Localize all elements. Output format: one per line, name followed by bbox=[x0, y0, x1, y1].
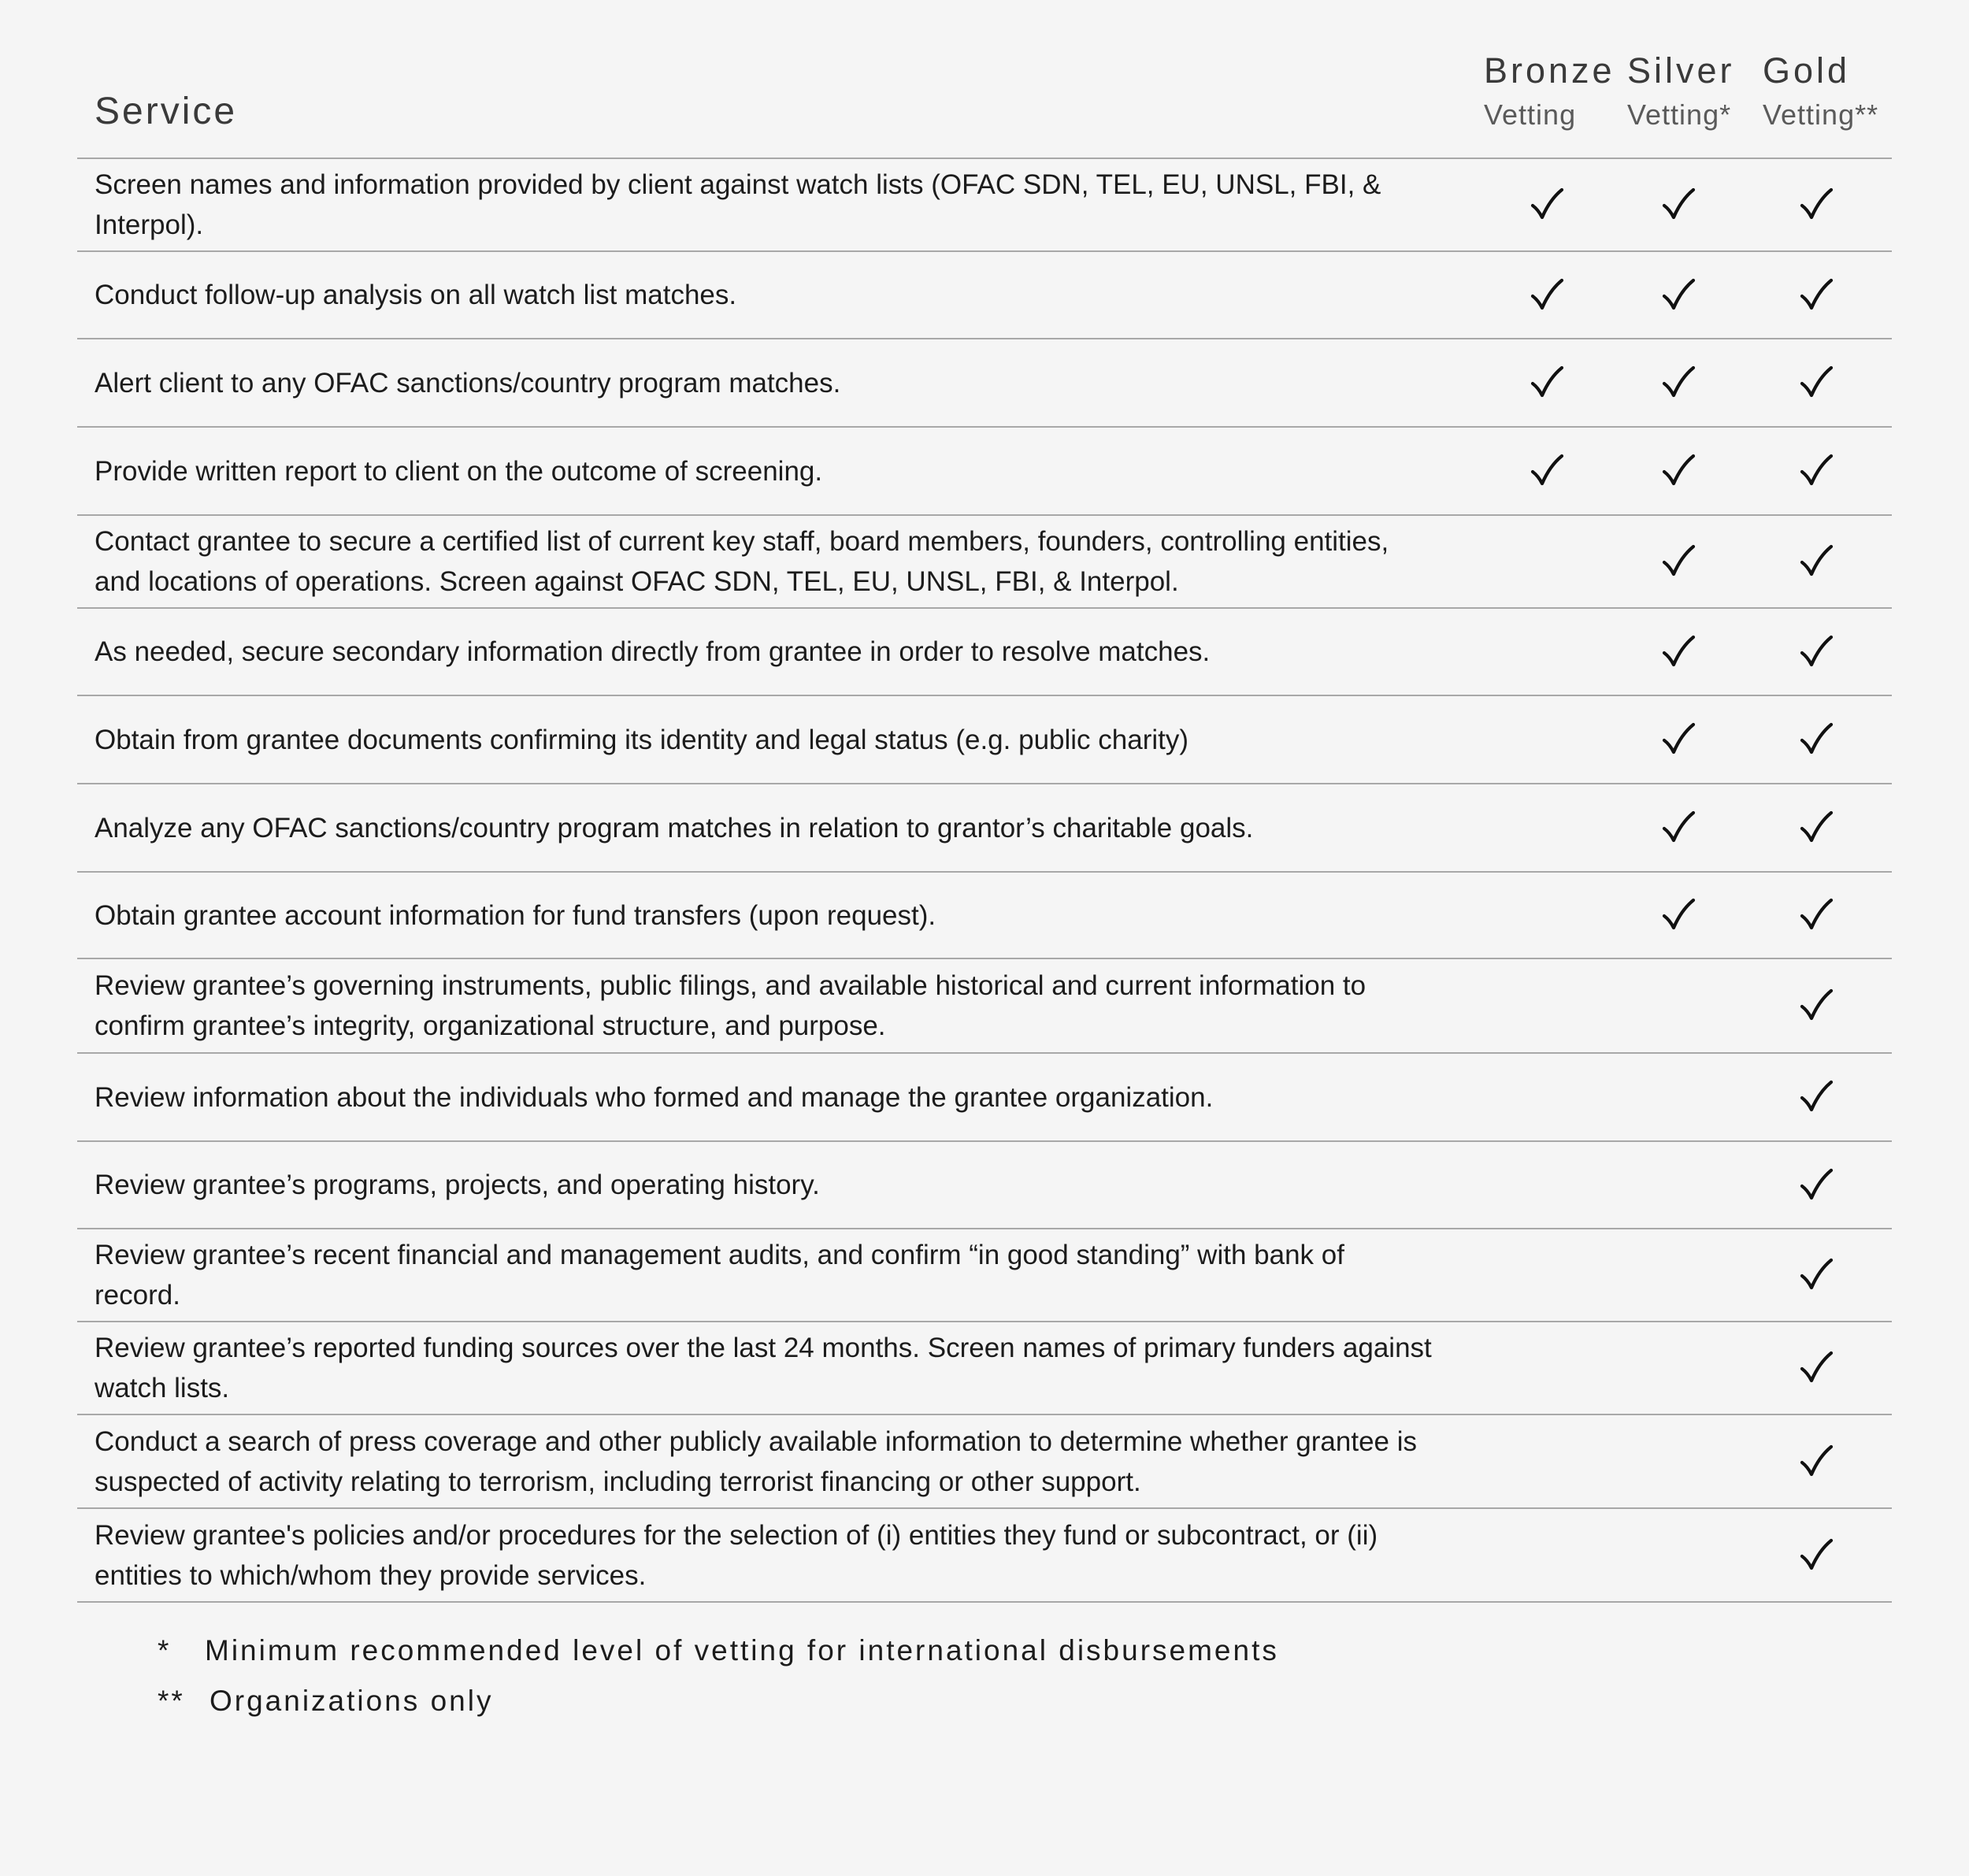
check-icon bbox=[1793, 359, 1840, 406]
footnote-text: Organizations only bbox=[210, 1685, 494, 1717]
silver-tier-sub: Vetting* bbox=[1627, 98, 1732, 131]
check-icon bbox=[1655, 892, 1702, 939]
table-row bbox=[77, 159, 1892, 252]
check-icon bbox=[1655, 359, 1702, 406]
table-row bbox=[77, 1509, 1892, 1603]
check-icon bbox=[1793, 628, 1840, 676]
check-icon bbox=[1655, 716, 1702, 763]
service-description: Obtain grantee account information for fund transfers (upon request). bbox=[95, 899, 936, 931]
bronze-tier-name: Bronze bbox=[1484, 50, 1615, 91]
service-description: Provide written report to client on the outcome of screening. bbox=[95, 455, 823, 487]
check-icon bbox=[1793, 1251, 1840, 1299]
table-row bbox=[77, 252, 1892, 339]
service-description: Review grantee’s recent financial and management audits, and confirm “in good standing” with bank of record. bbox=[95, 1240, 1344, 1311]
check-icon bbox=[1793, 181, 1840, 228]
service-description: Review grantee's policies and/or procedures for the selection of (i) entities they fund or subcontract, or (ii) entities to which/whom they provide services. bbox=[95, 1519, 1378, 1591]
table-row bbox=[77, 1322, 1892, 1415]
silver-tier-name: Silver bbox=[1627, 50, 1735, 91]
service-description: Obtain from grantee documents confirming its identity and legal status (e.g. public charity) bbox=[95, 724, 1189, 755]
table-row bbox=[77, 784, 1892, 873]
service-description: Review grantee’s governing instruments, public filings, and available historical and current information to confirm grantee’s integrity, organizational structure, and purpose. bbox=[95, 970, 1366, 1041]
check-icon bbox=[1523, 181, 1570, 228]
footnotes bbox=[158, 1626, 1279, 1726]
service-description: Analyze any OFAC sanctions/country program matches in relation to grantor’s charitable goals. bbox=[95, 812, 1254, 843]
check-icon bbox=[1793, 272, 1840, 319]
footnote-text: Minimum recommended level of vetting for international disbursements bbox=[205, 1634, 1279, 1667]
footnote-mark: ** bbox=[158, 1685, 185, 1717]
check-icon bbox=[1793, 1162, 1840, 1209]
gold-tier-name: Gold bbox=[1763, 50, 1851, 91]
footnote-mark: * bbox=[158, 1634, 172, 1667]
table-header bbox=[77, 0, 1892, 159]
check-icon bbox=[1793, 716, 1840, 763]
service-description: Conduct a search of press coverage and other publicly available information to determine whether grantee is suspected of activity relating to terrorism, including terrorist financing or other support. bbox=[95, 1426, 1418, 1497]
check-icon bbox=[1793, 538, 1840, 585]
check-icon bbox=[1793, 804, 1840, 851]
table-row bbox=[77, 339, 1892, 428]
table-row bbox=[77, 1415, 1892, 1509]
check-icon bbox=[1793, 1073, 1840, 1121]
service-description: Screen names and information provided by client against watch lists (OFAC SDN, TEL, EU, UNSL, FBI, & Interpol). bbox=[95, 169, 1381, 240]
vetting-services-table bbox=[77, 0, 1892, 1603]
table-row bbox=[77, 1054, 1892, 1142]
table-row bbox=[77, 1229, 1892, 1322]
check-icon bbox=[1523, 272, 1570, 319]
service-column-header: Service bbox=[95, 91, 238, 132]
bronze-column-header bbox=[1484, 49, 1615, 137]
check-icon bbox=[1655, 804, 1702, 851]
check-icon bbox=[1793, 447, 1840, 495]
check-icon bbox=[1655, 628, 1702, 676]
service-description: Review grantee’s programs, projects, and operating history. bbox=[95, 1170, 820, 1200]
check-icon bbox=[1655, 181, 1702, 228]
gold-column-header bbox=[1763, 49, 1878, 137]
footnote-single-asterisk bbox=[158, 1626, 1279, 1676]
table-row bbox=[77, 1142, 1892, 1229]
check-icon bbox=[1793, 1532, 1840, 1579]
service-description: Conduct follow-up analysis on all watch list matches. bbox=[95, 280, 737, 310]
bronze-tier-sub: Vetting bbox=[1484, 98, 1577, 131]
table-row bbox=[77, 696, 1892, 784]
table-row bbox=[77, 609, 1892, 696]
check-icon bbox=[1793, 892, 1840, 939]
table-row bbox=[77, 873, 1892, 959]
service-description: Alert client to any OFAC sanctions/country program matches. bbox=[95, 367, 841, 399]
footnote-double-asterisk bbox=[158, 1676, 1279, 1726]
table-body bbox=[77, 159, 1892, 1603]
check-icon bbox=[1793, 1344, 1840, 1392]
table-row bbox=[77, 516, 1892, 609]
gold-tier-sub: Vetting** bbox=[1763, 98, 1879, 131]
check-icon bbox=[1793, 982, 1840, 1029]
service-description: As needed, secure secondary information directly from grantee in order to resolve matches. bbox=[95, 636, 1211, 667]
check-icon bbox=[1655, 272, 1702, 319]
check-icon bbox=[1523, 359, 1570, 406]
service-description: Review information about the individuals who formed and manage the grantee organization. bbox=[95, 1081, 1214, 1113]
service-description: Review grantee’s reported funding sources over the last 24 months. Screen names of primary funders against watch lists. bbox=[95, 1333, 1432, 1403]
silver-column-header bbox=[1627, 49, 1735, 137]
table-row bbox=[77, 428, 1892, 516]
check-icon bbox=[1523, 447, 1570, 495]
check-icon bbox=[1793, 1438, 1840, 1485]
check-icon bbox=[1655, 538, 1702, 585]
check-icon bbox=[1655, 447, 1702, 495]
service-description: Contact grantee to secure a certified list of current key staff, board members, founders, controlling entities, and locations of operations. Screen against OFAC SDN, TEL, EU, UNSL, FBI, & Interpol. bbox=[95, 526, 1389, 597]
table-row bbox=[77, 959, 1892, 1054]
